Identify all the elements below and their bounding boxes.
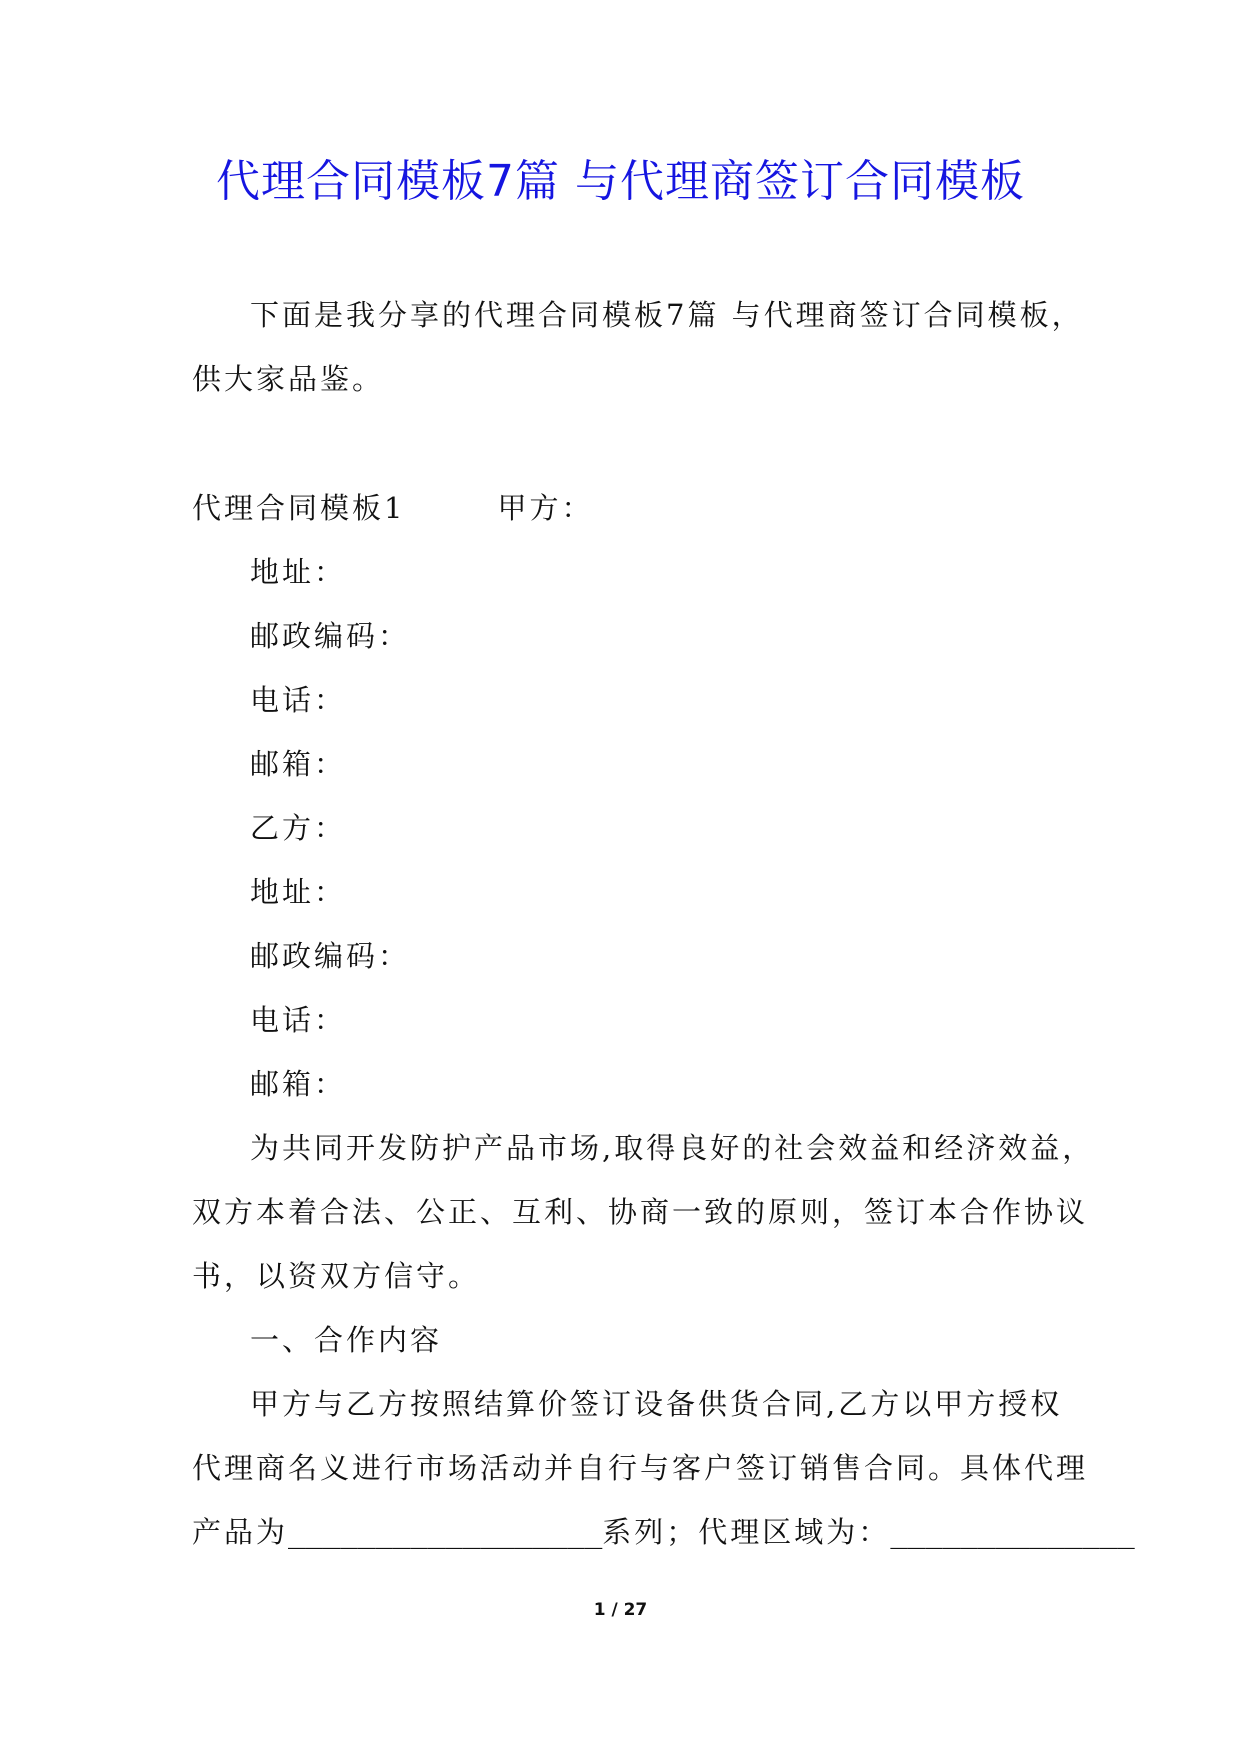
intro-line-2: 供大家品鉴。 <box>192 362 385 396</box>
field-email-a: 邮箱： <box>250 747 347 781</box>
section-heading-line <box>192 476 1062 540</box>
product-label: 产品为 <box>192 1515 289 1549</box>
field-phone-a: 电话： <box>250 683 347 717</box>
field-phone-b: 电话： <box>250 1003 347 1037</box>
field-address-b: 地址： <box>250 875 347 909</box>
clause-1-paragraph <box>192 1372 1135 1564</box>
document-title: 代理合同模板7篇 与代理商签订合同模板 <box>216 156 1025 207</box>
intro-paragraph <box>192 283 1084 411</box>
region-blank: ______________ <box>890 1515 1135 1549</box>
section-heading: 代理合同模板1 <box>192 491 406 525</box>
product-blank: __________________ <box>288 1515 603 1549</box>
field-postcode-b: 邮政编码： <box>250 939 411 973</box>
field-postcode-a: 邮政编码： <box>250 619 411 653</box>
field-email-b: 邮箱： <box>250 1067 347 1101</box>
purpose-paragraph <box>192 1116 1095 1308</box>
clause-1-line-2: 代理商名义进行市场活动并自行与客户签订销售合同。具体代理 <box>192 1451 1089 1485</box>
purpose-line-3: 书，以资双方信守。 <box>192 1259 481 1293</box>
field-address-a: 地址： <box>250 555 347 589</box>
party-b-label: 乙方： <box>250 811 347 845</box>
purpose-line-1: 为共同开发防护产品市场,取得良好的社会效益和经济效益， <box>250 1131 1095 1165</box>
intro-line-1: 下面是我分享的代理合同模板7篇 与代理商签订合同模板， <box>250 298 1084 332</box>
page-number: 1 / 27 <box>593 1600 648 1620</box>
party-a-label: 甲方： <box>497 491 594 525</box>
document-body <box>192 283 1135 1564</box>
region-label: 系列；代理区域为： <box>602 1515 891 1549</box>
clause-1-heading: 一、合作内容 <box>250 1323 443 1357</box>
clause-1-line-3 <box>192 1500 1135 1564</box>
purpose-line-2: 双方本着合法、公正、互利、协商一致的原则，签订本合作协议 <box>192 1195 1089 1229</box>
clause-1-line-1: 甲方与乙方按照结算价签订设备供货合同,乙方以甲方授权 <box>250 1387 1063 1421</box>
